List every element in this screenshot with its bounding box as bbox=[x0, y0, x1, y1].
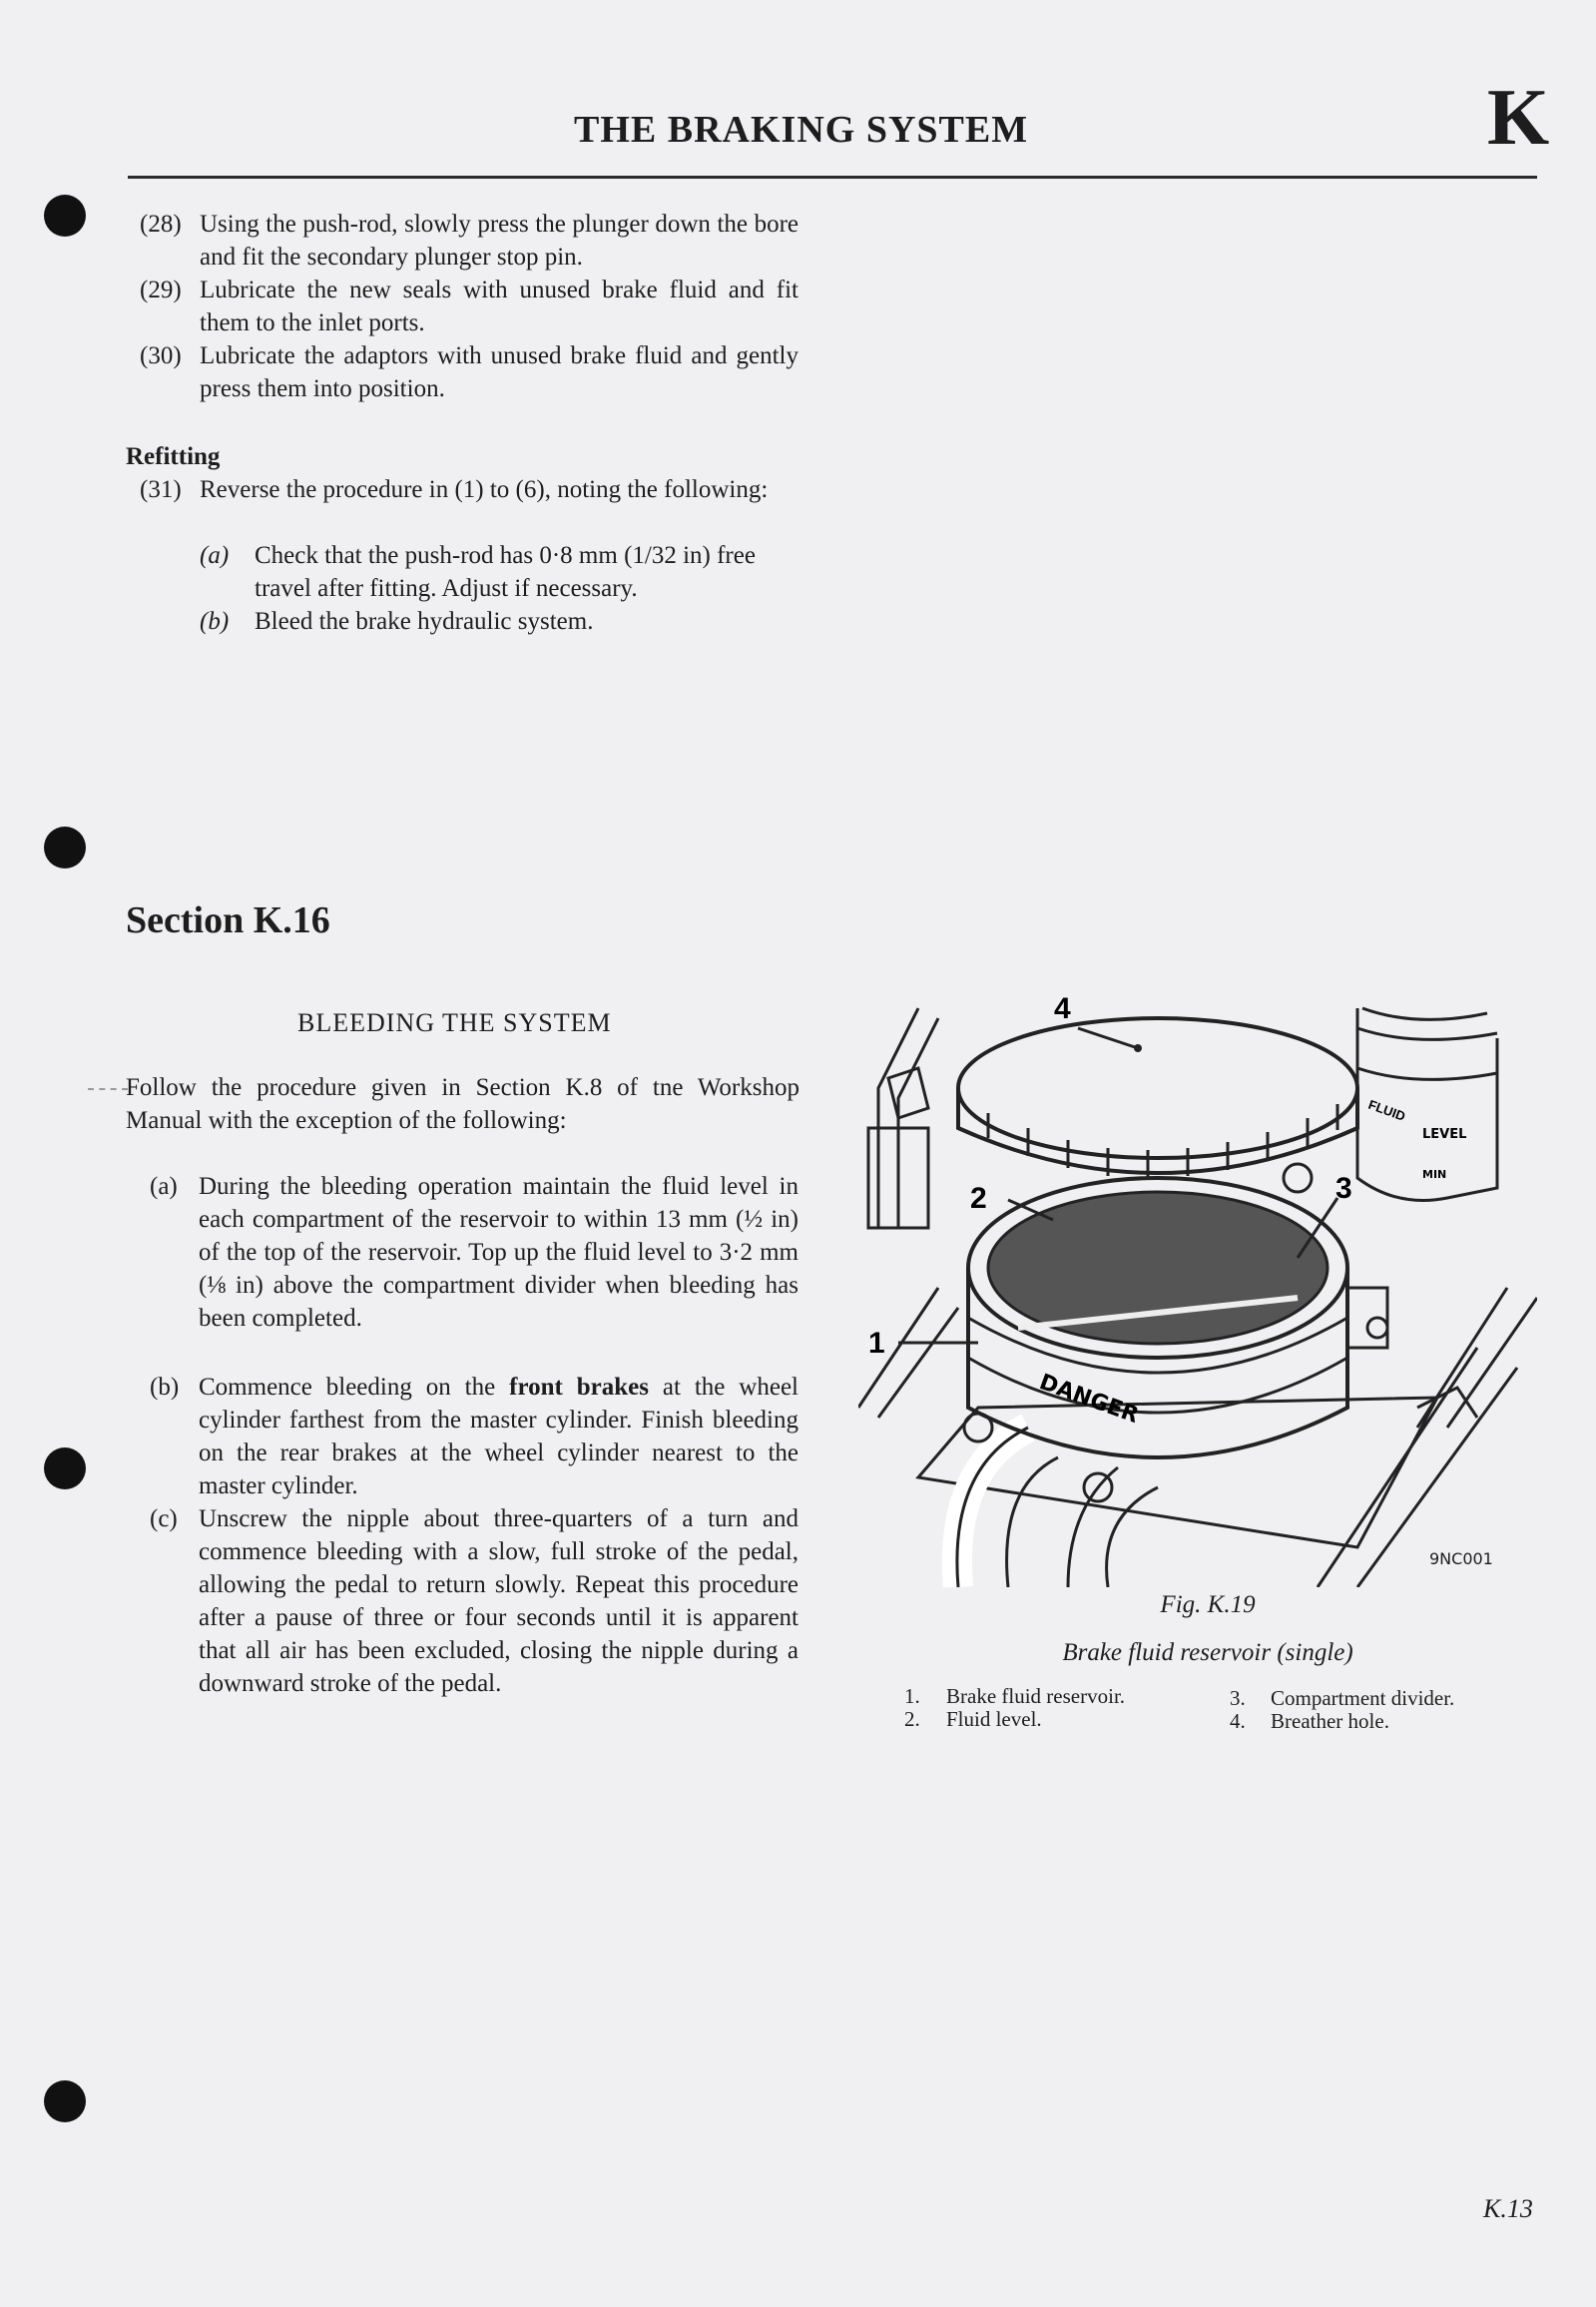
step-text: Lubricate the new seals with unused brake fluid and fit them to the inlet ports. bbox=[200, 277, 798, 336]
item-label: (c) bbox=[150, 1505, 178, 1532]
step-number: (31) bbox=[140, 476, 182, 503]
item-text: Commence bleeding on the front brakes at the wheel cylinder farthest from the master cylinder. Finish bleeding on the rear brakes at the wheel cylinder nearest to the master cylinder. bbox=[199, 1374, 798, 1499]
fluid-label: FLUID bbox=[1365, 1096, 1408, 1124]
figure-subcaption: Brake fluid reservoir (single) bbox=[1062, 1639, 1353, 1666]
legend-text: Fluid level. bbox=[946, 1707, 1042, 1731]
figure-code: 9NC001 bbox=[1429, 1549, 1493, 1568]
section-letter: K bbox=[1487, 74, 1550, 162]
subitem-text: Bleed the brake hydraulic system. bbox=[255, 608, 594, 635]
section-intro: Follow the procedure given in Section K.8 of tne Workshop Manual with the exception of the following: bbox=[126, 1074, 799, 1134]
legend-num: 1. bbox=[904, 1684, 920, 1708]
step-text: Lubricate the adaptors with unused brake fluid and gently press them into position. bbox=[200, 342, 798, 402]
legend-num: 2. bbox=[904, 1707, 920, 1731]
item-label: (b) bbox=[150, 1374, 180, 1401]
header-rule bbox=[128, 176, 1537, 179]
level-label: LEVEL bbox=[1422, 1127, 1467, 1142]
legend-num: 3. bbox=[1230, 1686, 1246, 1710]
legend-text: Brake fluid reservoir. bbox=[946, 1684, 1126, 1708]
min-label: MIN bbox=[1422, 1168, 1447, 1181]
figure-caption: Fig. K.19 bbox=[1160, 1591, 1256, 1618]
danger-label: DANGER bbox=[1035, 1370, 1142, 1430]
binder-hole-3 bbox=[44, 1447, 86, 1489]
callout-4: 4 bbox=[1054, 992, 1071, 1025]
step-number: (30) bbox=[140, 342, 182, 369]
figure-brake-fluid-reservoir bbox=[858, 988, 1537, 1587]
page-number: K.13 bbox=[1483, 2194, 1533, 2223]
step-text: Reverse the procedure in (1) to (6), noting the following: bbox=[200, 476, 769, 503]
item-text: During the bleeding operation maintain the fluid level in each compartment of the reservoir to within 13 mm (½ in) of the top of the reservoir. Top up the fluid level to 3·2 mm (⅛ in) above the compartment divider when bleeding has been completed. bbox=[199, 1173, 798, 1332]
item-label: (a) bbox=[150, 1173, 178, 1200]
section-title: Section K.16 bbox=[126, 899, 330, 941]
binder-hole-2 bbox=[44, 827, 86, 868]
refitting-heading: Refitting bbox=[126, 443, 221, 470]
subitem-label: (b) bbox=[200, 608, 230, 635]
legend-text: Compartment divider. bbox=[1271, 1686, 1455, 1710]
subitem-text: Check that the push-rod has 0·8 mm (1/32 in) free travel after fitting. Adjust if necessary. bbox=[255, 542, 756, 602]
breather-hole-marker bbox=[1134, 1044, 1142, 1052]
callout-1: 1 bbox=[868, 1327, 885, 1360]
step-number: (28) bbox=[140, 211, 182, 238]
step-text: Using the push-rod, slowly press the plunger down the bore and fit the secondary plunger stop pin. bbox=[200, 211, 798, 271]
subitem-label: (a) bbox=[200, 542, 230, 569]
item-text: Unscrew the nipple about three-quarters of a turn and commence bleeding with a slow, full stroke of the pedal, allowing the pedal to return slowly. Repeat this procedure after a pause of three or four seconds until it is apparent that all air has been excluded, closing the nipple during a downward stroke of the pedal. bbox=[199, 1505, 798, 1697]
section-subheading: BLEEDING THE SYSTEM bbox=[297, 1008, 612, 1037]
binder-hole-4 bbox=[44, 2080, 86, 2122]
page-header-title: THE BRAKING SYSTEM bbox=[574, 109, 1029, 151]
scan-dashline bbox=[88, 1088, 128, 1090]
callout-3: 3 bbox=[1335, 1172, 1352, 1205]
binder-hole-1 bbox=[44, 195, 86, 237]
step-number: (29) bbox=[140, 277, 182, 303]
callout-2: 2 bbox=[970, 1182, 987, 1215]
legend-num: 4. bbox=[1230, 1709, 1246, 1733]
legend-text: Breather hole. bbox=[1271, 1709, 1389, 1733]
